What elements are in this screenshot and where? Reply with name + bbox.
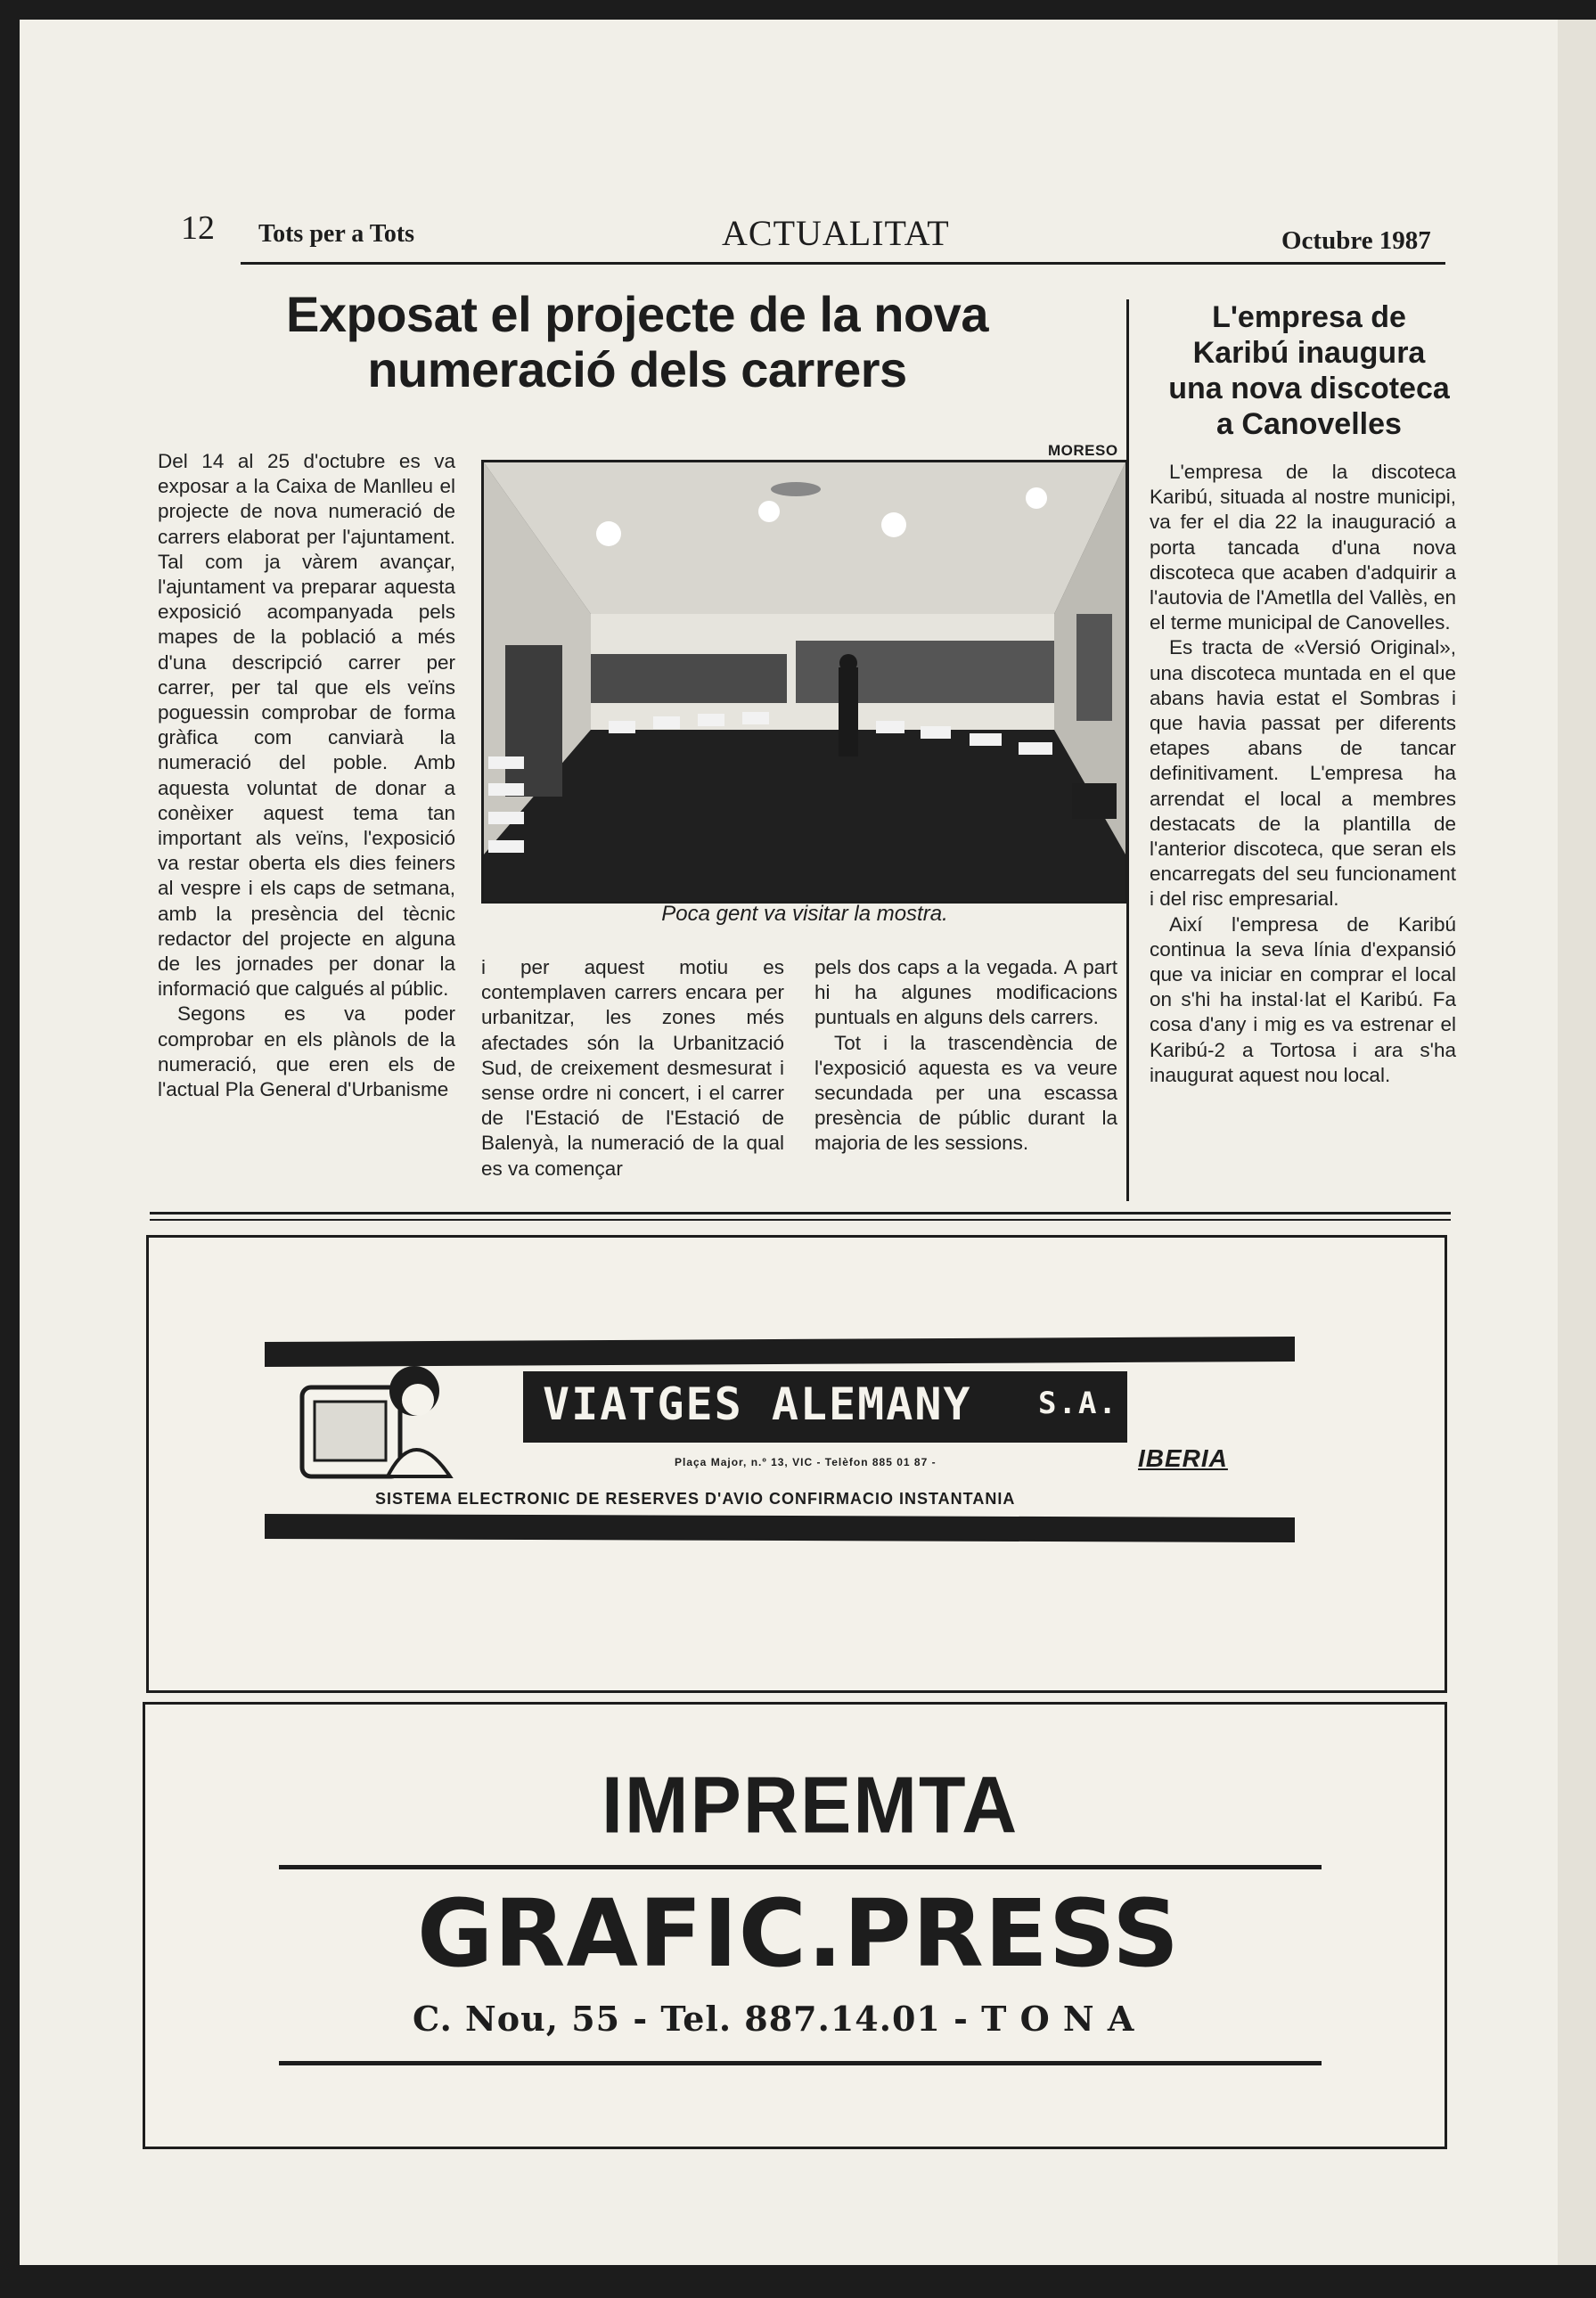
photo-credit: MORESO [1048,442,1118,459]
article-column-2 [481,955,784,1182]
photo-caption: Poca gent va visitar la mostra. [661,902,948,926]
header-rule [241,262,1445,265]
ad-rule [279,2061,1322,2065]
viatges-alemany-ad [146,1235,1447,1693]
section-rule [150,1219,1451,1221]
section-rule [150,1212,1451,1214]
side-headline [1146,299,1472,442]
article-column-3 [814,955,1117,1157]
impremta-address: C. Nou, 55 - Tel. 887.14.01 - T O N A [413,1999,1135,2039]
page-number: 12 [181,209,215,247]
column-divider [1126,299,1129,1201]
impremta-title: IMPREMTA [602,1760,1019,1851]
article-paragraph: Segons es va poder comprobar en els plànols de la numeració, que eren els de l'actual Pla General d'Urbanisme [158,1002,455,1101]
graficpress-logo: GRAFIC.PRESS [417,1879,1180,1988]
viatges-tagline: SISTEMA ELECTRONIC DE RESERVES D'AVIO CONFIRMACIO INSTANTANIA [375,1490,1016,1508]
article-paragraph: Així l'empresa de Karibú continua la seva línia d'expansió que va iniciar en comprar el local on s'hi ha instal·lat el Karibú. Fa cosa d'any i mig es va estrenar el Karibú-2 a Tortosa i ara s'ha inaugurat aquest nou local. [1150,912,1456,1086]
side-article-body [1150,460,1456,1088]
article-paragraph: Es tracta de «Versió Original», una discoteca muntada en el que abans havia estat el Sombras i que havia passat per diferents etapes abans de tancar definitivament. L'empresa ha arrendat el local a membres destacats de la plantilla de l'anterior discoteca, que seran els encarregats del seu funcionament i del risc empresarial. [1150,636,1456,911]
article-paragraph: Del 14 al 25 d'octubre es va exposar a la Caixa de Manlleu el projecte de nova numeració de carrers elaborat per l'ajuntament. Tal com ja vàrem avançar, l'ajuntament va preparar aquesta exposició acompanyada pels mapes de la població a més d'una descripció carrer per carrer, per tal que els veïns poguessin comprobar de forma gràfica com canviarà la numeració del poble. Amb aquesta voluntat de donar a conèixer aquest tema tan important als veïns, l'exposició va restar oberta els dies feiners al vespre i els caps de setmana, amb la presència del tècnic redactor del projecte en alguna de les jornades per donar la informació que calgués al públic. [158,450,455,1001]
publication-name: Tots per a Tots [258,220,415,248]
issue-date: Octubre 1987 [1281,226,1431,255]
main-headline-line2: numeració dels carrers [367,341,907,397]
article-paragraph: L'empresa de la discoteca Karibú, situada al nostre municipi, va fer el dia 22 la inauguració a porta tancada d'una nova discoteca que acaben d'adquirir a l'autovia de l'Ametlla del Vallès, en el terme municipal de Canovelles. [1150,461,1456,634]
viatges-name: VIATGES ALEMANY [543,1378,972,1430]
ad-rule [279,1865,1322,1869]
ad-stripe-bottom [265,1514,1295,1542]
main-headline-line1: Exposat el projecte de la nova [286,286,988,342]
main-headline [187,287,1087,397]
exhibition-photo [481,460,1128,904]
iberia-logo: IBERIA [1138,1444,1228,1472]
viatges-suffix: S.A. [1038,1386,1118,1421]
article-paragraph: pels dos caps a la vegada. A part hi ha algunes modificacions puntuals en alguns dels carrers. [814,956,1117,1029]
impremta-graficpress-ad [143,1702,1447,2149]
section-title: ACTUALITAT [722,213,950,253]
side-headline-line2: Karibú inaugura [1192,336,1426,370]
viatges-title-banner [523,1371,1127,1443]
travel-agent-illustration-icon [299,1352,459,1485]
side-headline-line3: una nova discoteca [1168,372,1450,405]
side-headline-line4: a Canovelles [1216,407,1402,441]
exhibition-photo-image [484,462,1125,901]
viatges-address: Plaça Major, n.º 13, VIC - Telèfon 885 01 87 - [675,1456,937,1468]
page-edge [1558,20,1596,2265]
article-paragraph: Tot i la trascendència de l'exposició aquesta es va veure secundada per una escassa presència de públic durant la majoria de les sessions. [814,1031,1117,1155]
article-column-1 [158,449,455,1102]
side-headline-line1: L'empresa de [1212,300,1406,334]
article-paragraph: i per aquest motiu es contemplaven carrers encara per urbanitzar, les zones més afectades són la Urbanització Sud, de creixement desmesurat i sense ordre ni concert, i el carrer de l'Estació de l'Estació de Balenyà, la numeració de la qual es va començar [481,956,784,1180]
